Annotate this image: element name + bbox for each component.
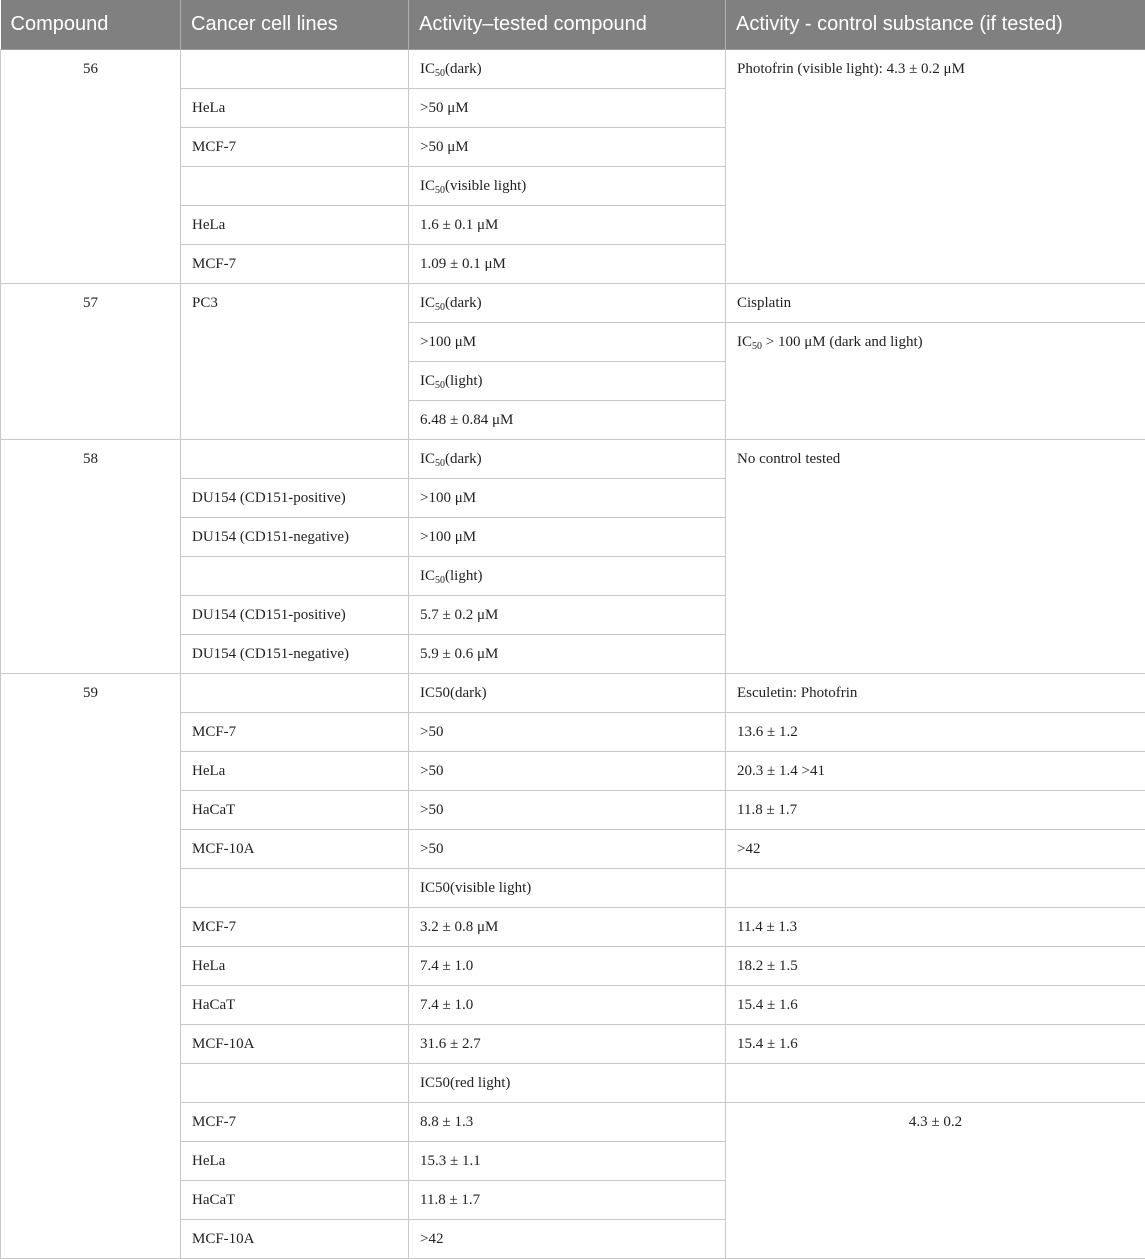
cell-line: MCF-7 bbox=[181, 244, 409, 283]
activity-sub: 50 bbox=[435, 575, 445, 586]
activity-cell: IC50(dark) bbox=[409, 673, 726, 712]
activity-cell: 11.8 ± 1.7 bbox=[409, 1180, 726, 1219]
activity-cell: 1.6 ± 0.1 μM bbox=[409, 205, 726, 244]
activity-cell bbox=[409, 166, 726, 205]
control-cell: 15.4 ± 1.6 bbox=[726, 1024, 1145, 1063]
activity-cell: 5.9 ± 0.6 μM bbox=[409, 634, 726, 673]
activity-tail: (dark) bbox=[445, 295, 482, 311]
control-cell: No control tested bbox=[726, 439, 1145, 673]
control-cell: 15.4 ± 1.6 bbox=[726, 985, 1145, 1024]
control-cell bbox=[726, 1063, 1145, 1102]
cell-line bbox=[181, 1063, 409, 1102]
cell-line bbox=[181, 556, 409, 595]
activity-sub: 50 bbox=[435, 302, 445, 313]
activity-cell: >50 μM bbox=[409, 127, 726, 166]
control-cell: Esculetin: Photofrin bbox=[726, 673, 1145, 712]
activity-main: IC bbox=[420, 61, 435, 77]
control-cell bbox=[726, 322, 1145, 439]
cell-line: HaCaT bbox=[181, 1180, 409, 1219]
cell-line bbox=[181, 166, 409, 205]
activity-cell: 7.4 ± 1.0 bbox=[409, 946, 726, 985]
activity-tail: (dark) bbox=[445, 451, 482, 467]
activity-tail: (light) bbox=[445, 373, 483, 389]
activity-main: IC bbox=[420, 178, 435, 194]
activity-cell bbox=[409, 49, 726, 88]
control-cell: 13.6 ± 1.2 bbox=[726, 712, 1145, 751]
control-cell: 11.4 ± 1.3 bbox=[726, 907, 1145, 946]
activity-sub: 50 bbox=[435, 185, 445, 196]
activity-tail: (light) bbox=[445, 568, 483, 584]
activity-cell: >100 μM bbox=[409, 517, 726, 556]
cell-line: MCF-7 bbox=[181, 1102, 409, 1141]
header-activity-tested: Activity–tested compound bbox=[409, 0, 726, 49]
table-row bbox=[1, 49, 1145, 88]
cell-line: HeLa bbox=[181, 946, 409, 985]
activity-cell: 1.09 ± 0.1 μM bbox=[409, 244, 726, 283]
control-cell: Cisplatin bbox=[726, 283, 1145, 322]
header-compound: Compound bbox=[1, 0, 181, 49]
activity-cell: >42 bbox=[409, 1219, 726, 1258]
activity-cell: >50 bbox=[409, 829, 726, 868]
activity-cell bbox=[409, 283, 726, 322]
table-header bbox=[1, 0, 1145, 49]
activity-cell bbox=[409, 556, 726, 595]
activity-cell: IC50(visible light) bbox=[409, 868, 726, 907]
activity-cell: >50 bbox=[409, 790, 726, 829]
cell-line bbox=[181, 868, 409, 907]
cell-line: HeLa bbox=[181, 88, 409, 127]
cell-line: MCF-7 bbox=[181, 712, 409, 751]
activity-cell: 31.6 ± 2.7 bbox=[409, 1024, 726, 1063]
compound-cell: 57 bbox=[1, 283, 181, 439]
control-sub: 50 bbox=[752, 341, 762, 352]
table-row bbox=[1, 673, 1145, 712]
control-cell: Photofrin (visible light): 4.3 ± 0.2 μM bbox=[726, 49, 1145, 283]
cell-line: PC3 bbox=[181, 283, 409, 439]
cell-line: MCF-10A bbox=[181, 1024, 409, 1063]
cell-line: HaCaT bbox=[181, 985, 409, 1024]
activity-main: IC bbox=[420, 568, 435, 584]
activity-sub: 50 bbox=[435, 458, 445, 469]
cell-line: DU154 (CD151-positive) bbox=[181, 595, 409, 634]
control-cell: 18.2 ± 1.5 bbox=[726, 946, 1145, 985]
activity-tail: (dark) bbox=[445, 61, 482, 77]
header-row bbox=[1, 0, 1145, 49]
activity-cell: 5.7 ± 0.2 μM bbox=[409, 595, 726, 634]
cell-line: DU154 (CD151-negative) bbox=[181, 634, 409, 673]
cell-line: DU154 (CD151-positive) bbox=[181, 478, 409, 517]
table-body bbox=[1, 49, 1145, 1258]
table-row bbox=[1, 439, 1145, 478]
activity-cell: >50 bbox=[409, 712, 726, 751]
cell-line: MCF-10A bbox=[181, 829, 409, 868]
table-row bbox=[1, 283, 1145, 322]
activity-cell: 8.8 ± 1.3 bbox=[409, 1102, 726, 1141]
compound-cell: 59 bbox=[1, 673, 181, 1258]
activity-main: IC bbox=[420, 295, 435, 311]
activity-sub: 50 bbox=[435, 68, 445, 79]
header-activity-control: Activity - control substance (if tested) bbox=[726, 0, 1145, 49]
cell-line bbox=[181, 673, 409, 712]
cell-line bbox=[181, 439, 409, 478]
control-cell: >42 bbox=[726, 829, 1145, 868]
control-cell: 11.8 ± 1.7 bbox=[726, 790, 1145, 829]
cell-line: HeLa bbox=[181, 205, 409, 244]
activity-cell: >50 μM bbox=[409, 88, 726, 127]
cell-line: DU154 (CD151-negative) bbox=[181, 517, 409, 556]
control-cell: 20.3 ± 1.4 >41 bbox=[726, 751, 1145, 790]
activity-main: IC bbox=[420, 451, 435, 467]
compound-cell: 58 bbox=[1, 439, 181, 673]
control-main: IC bbox=[737, 334, 752, 350]
activity-cell: 3.2 ± 0.8 μM bbox=[409, 907, 726, 946]
cell-line: HeLa bbox=[181, 751, 409, 790]
activity-main: IC bbox=[420, 373, 435, 389]
cell-line: MCF-7 bbox=[181, 127, 409, 166]
activity-cell: >100 μM bbox=[409, 322, 726, 361]
control-cell bbox=[726, 868, 1145, 907]
compound-cell: 56 bbox=[1, 49, 181, 283]
activity-cell: >100 μM bbox=[409, 478, 726, 517]
control-cell: 4.3 ± 0.2 bbox=[726, 1102, 1145, 1258]
cell-line: HeLa bbox=[181, 1141, 409, 1180]
activity-cell bbox=[409, 361, 726, 400]
control-tail: > 100 μM (dark and light) bbox=[762, 334, 923, 350]
activity-cell: 7.4 ± 1.0 bbox=[409, 985, 726, 1024]
header-cancer-cell-lines: Cancer cell lines bbox=[181, 0, 409, 49]
cell-line: MCF-10A bbox=[181, 1219, 409, 1258]
activity-cell: >50 bbox=[409, 751, 726, 790]
cell-line: HaCaT bbox=[181, 790, 409, 829]
cell-line: MCF-7 bbox=[181, 907, 409, 946]
activity-cell: IC50(red light) bbox=[409, 1063, 726, 1102]
cell-line bbox=[181, 49, 409, 88]
activity-cell bbox=[409, 439, 726, 478]
activity-cell: 15.3 ± 1.1 bbox=[409, 1141, 726, 1180]
activity-cell: 6.48 ± 0.84 μM bbox=[409, 400, 726, 439]
activity-tail: (visible light) bbox=[445, 178, 526, 194]
activity-sub: 50 bbox=[435, 380, 445, 391]
